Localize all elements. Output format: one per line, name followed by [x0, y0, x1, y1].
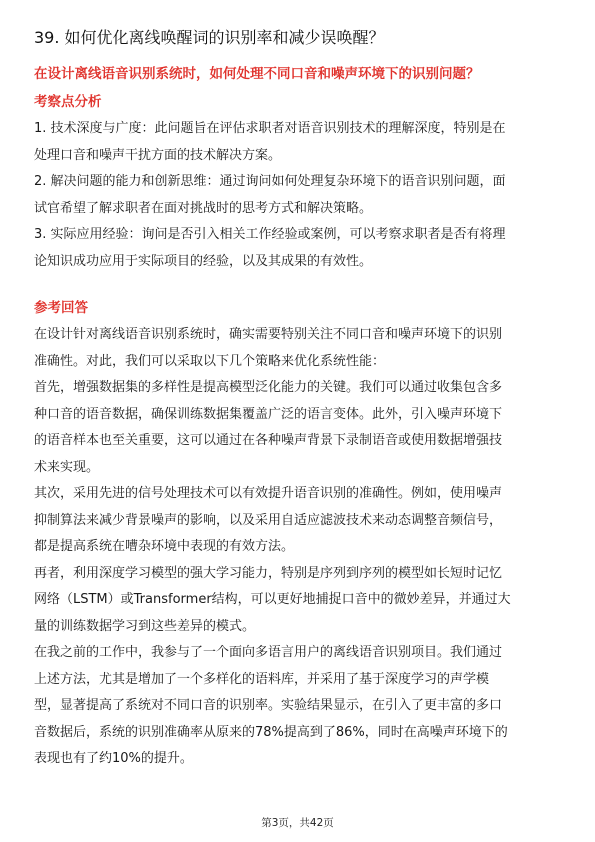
answer-line: 上述方法，尤其是增加了一个多样化的语料库，并采用了基于深度学习的声学模 — [34, 671, 490, 687]
analysis-body — [34, 116, 564, 275]
answer-line: 抑制算法来减少背景噪声的影响，以及采用自适应滤波技术来动态调整音频信号， — [34, 512, 503, 528]
analysis-line: 处理口音和噪声干扰方面的技术解决方案。 — [34, 147, 282, 163]
answer-line: 都是提高系统在嘈杂环境中表现的有效方法。 — [34, 539, 295, 554]
analysis-line: 2. 解决问题的能力和创新思维：通过询问如何处理复杂环境下的语音识别问题，面 — [34, 174, 506, 189]
analysis-line: 论知识成功应用于实际项目的经验，以及其成果的有效性。 — [34, 253, 373, 269]
analysis-line: 试官希望了解求职者在面对挑战时的思考方式和解决策略。 — [34, 200, 373, 216]
answer-line: 型，显著提高了系统对不同口音的识别率。实验结果显示，在引入了更丰富的多口 — [34, 698, 503, 713]
answer-heading: 参考回答 — [34, 300, 88, 316]
answer-line: 表现也有了约10%的提升。 — [34, 751, 193, 766]
answer-line: 再者，利用深度学习模型的强大学习能力，特别是序列到序列的模型如长短时记忆 — [34, 565, 503, 581]
answer-body — [34, 322, 564, 773]
answer-line: 在设计针对离线语音识别系统时，确实需要特别关注不同口音和噪声环境下的识别 — [34, 327, 503, 342]
answer-line: 在我之前的工作中，我参与了一个面向多语言用户的离线语音识别项目。我们通过 — [34, 645, 503, 660]
analysis-heading: 考察点分析 — [34, 94, 102, 110]
analysis-line: 3. 实际应用经验：询问是否引入相关工作经验或案例，可以考察求职者是否有将理 — [34, 227, 506, 242]
page-number-footer: 第3页，共42页 — [261, 817, 334, 829]
answer-line: 术来实现。 — [34, 459, 100, 475]
answer-line: 首先，增强数据集的多样性是提高模型泛化能力的关键。我们可以通过收集包含多 — [34, 380, 503, 395]
answer-line: 准确性。对此，我们可以采取以下几个策略来优化系统性能： — [34, 353, 386, 369]
question-subtitle: 在设计离线语音识别系统时，如何处理不同口音和噪声环境下的识别问题？ — [34, 66, 480, 82]
answer-line: 种口音的语音数据，确保训练数据集覆盖广泛的语言变体。此外，引入噪声环境下 — [34, 406, 503, 422]
answer-line: 量的训练数据学习到这些差异的模式。 — [34, 618, 256, 634]
answer-line: 其次，采用先进的信号处理技术可以有效提升语音识别的准确性。例如，使用噪声 — [34, 486, 503, 501]
answer-line: 网络（LSTM）或Transformer结构，可以更好地捕捉口音中的微妙差异，并通过大 — [34, 592, 511, 607]
question-title: 39. 如何优化离线唤醒词的识别率和减少误唤醒？ — [34, 28, 385, 47]
answer-line: 音数据后，系统的识别准确率从原来的78%提高到了86%，同时在高噪声环境下的 — [34, 724, 508, 740]
answer-line: 的语音样本也至关重要，这可以通过在各种噪声背景下录制语音或使用数据增强技 — [34, 433, 503, 448]
analysis-line: 1. 技术深度与广度：此问题旨在评估求职者对语音识别技术的理解深度，特别是在 — [34, 121, 506, 136]
